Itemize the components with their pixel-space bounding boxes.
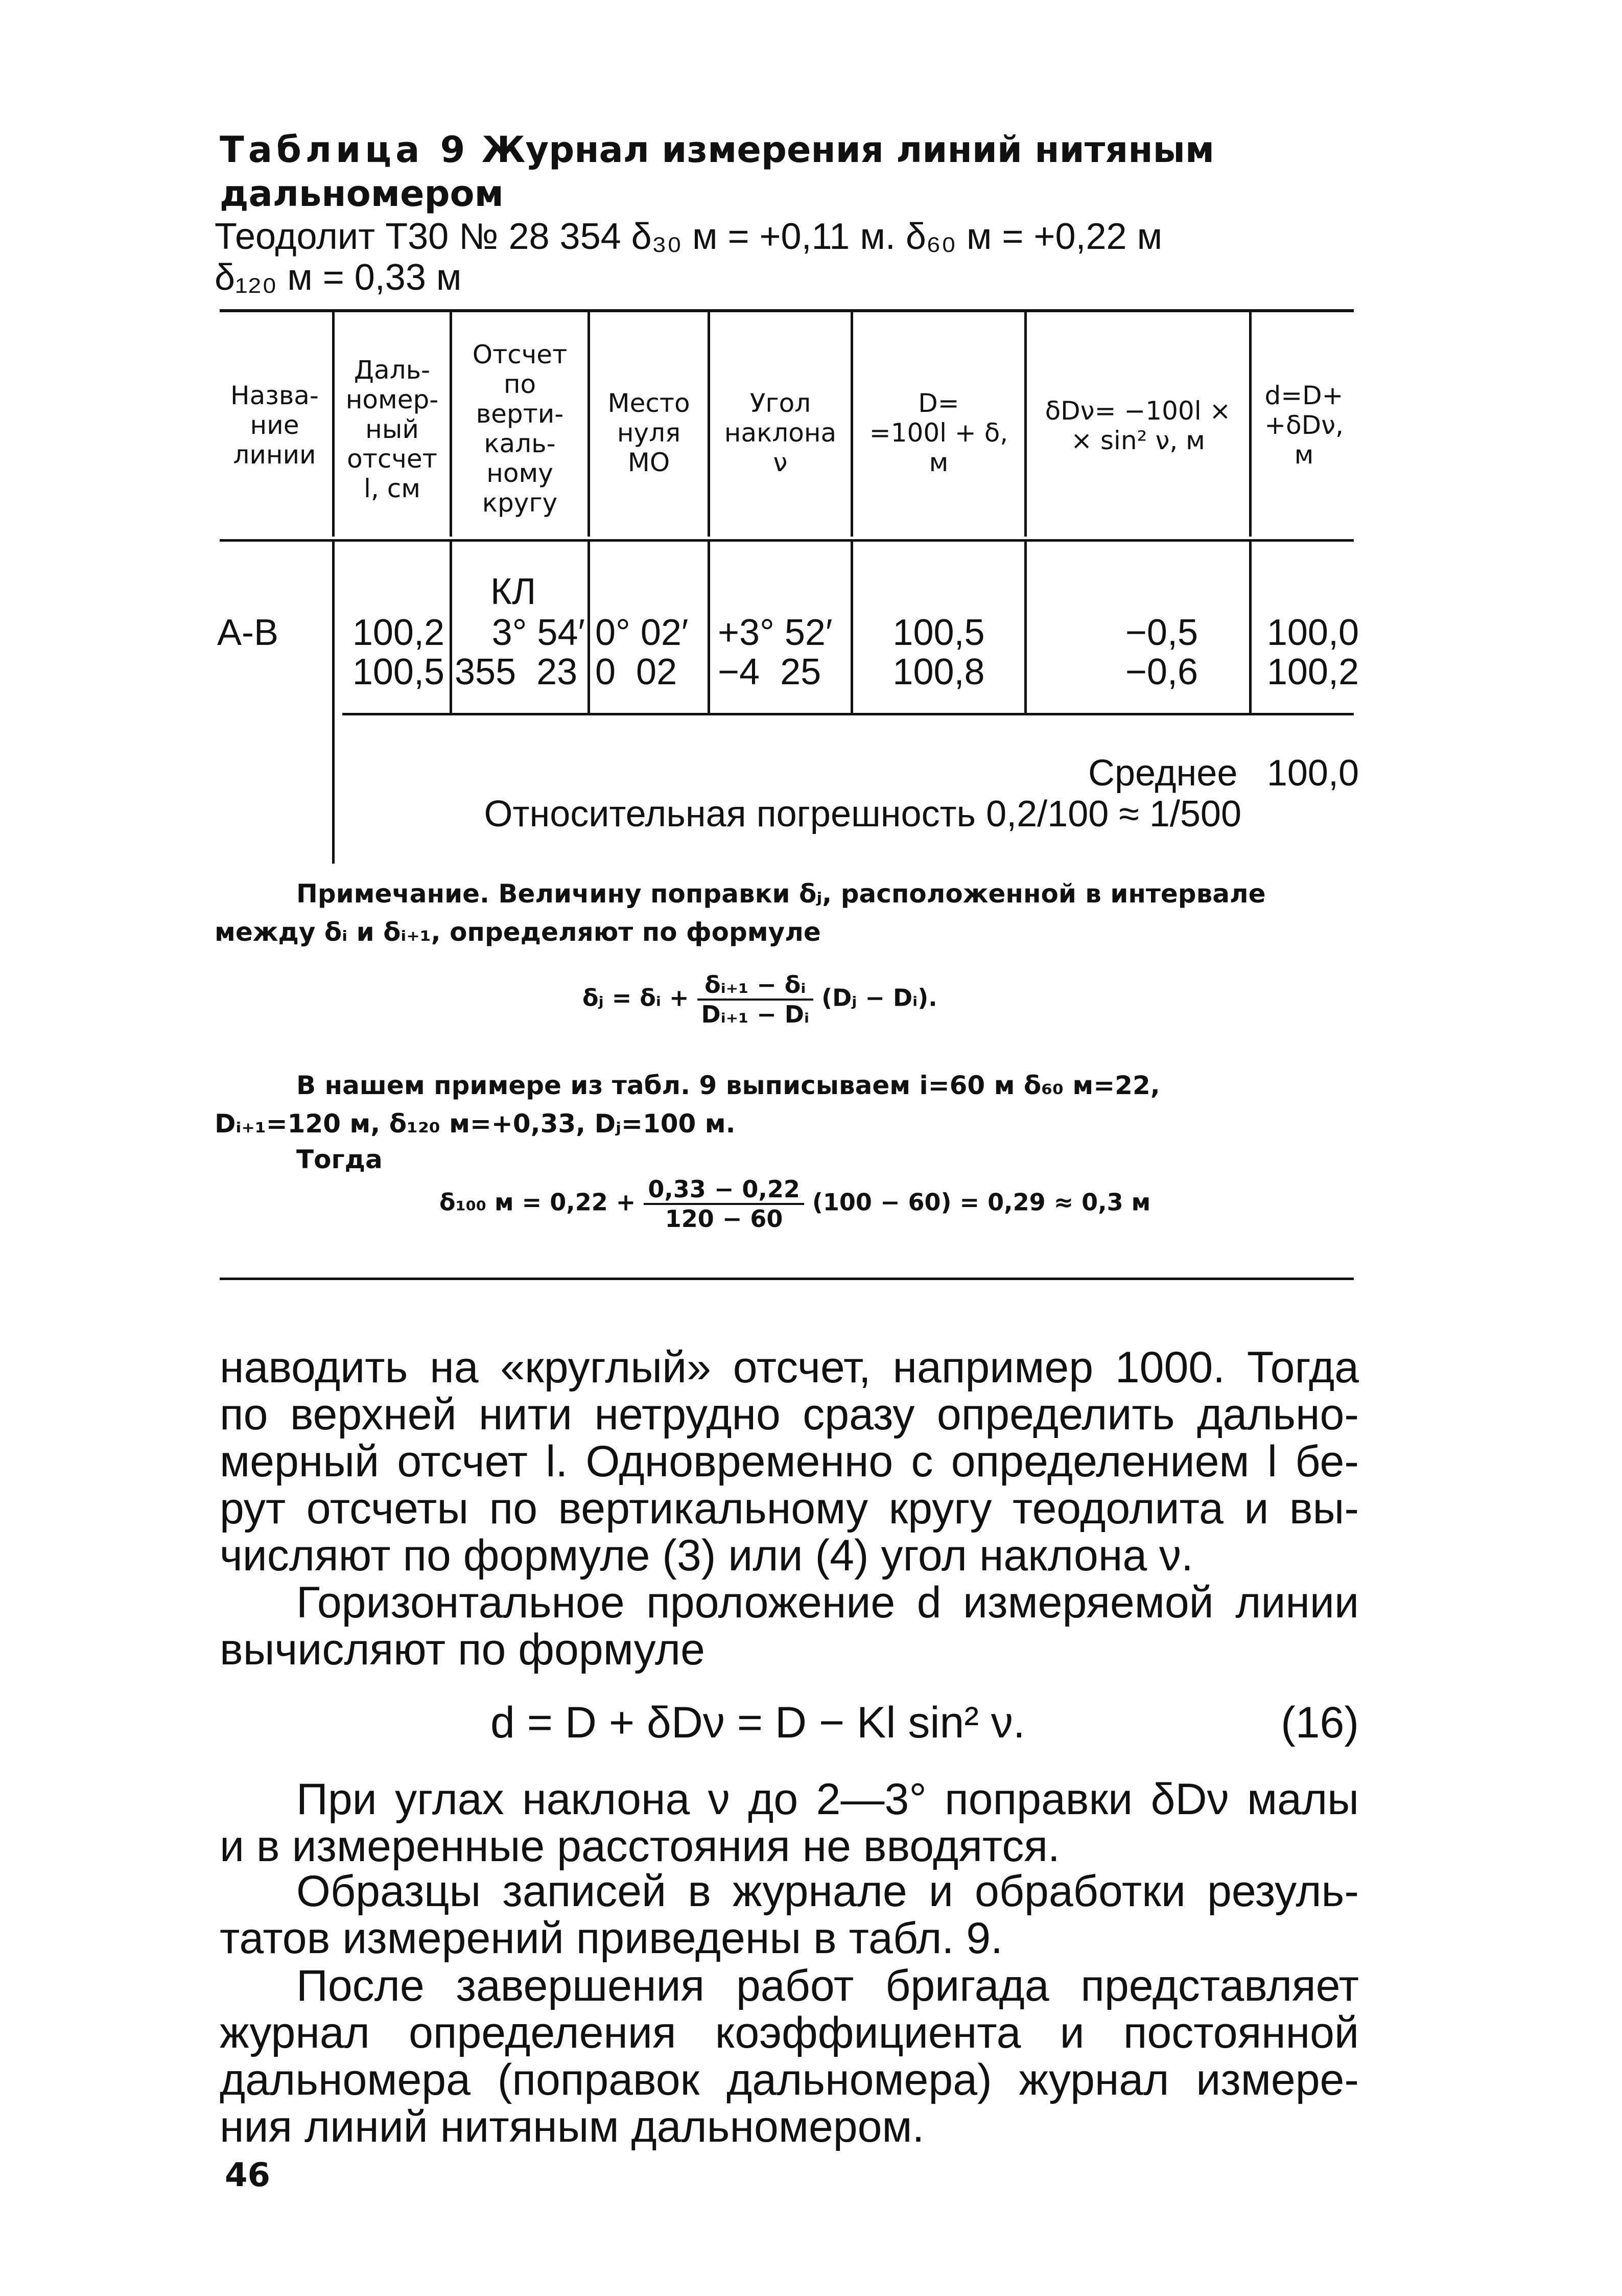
p5-line: журнал определения коэффициента и постоянной [220, 2008, 1359, 2057]
paragraph-4 [220, 1868, 1359, 1962]
p1-line: наводить на «круглый» отсчет, например 1000. Тогда [220, 1343, 1359, 1392]
formula2-numerator: 0,33 − 0,22 [644, 1175, 804, 1205]
caption-title-line2: дальномером [220, 173, 504, 215]
row1-reading: 100,2 [352, 612, 444, 653]
page-number: 46 [225, 2156, 271, 2194]
note-line-2: между δᵢ и δᵢ₊₁, определяют по формуле [215, 917, 821, 947]
col-divider [450, 542, 452, 713]
p1-line: числяют по формуле (3) или (4) угол наклона ν. [220, 1531, 1193, 1580]
instrument-line-1: Теодолит Т30 № 28 354 δ₃₀ м = +0,11 м. δ₆₀ м = +0,22 м [215, 216, 1163, 257]
p4-line: Образцы записей в журнале и обработки резуль- [296, 1867, 1359, 1916]
note-line-1: Примечание. Величину поправки δⱼ, расположенной в интервале [296, 879, 1266, 909]
formula1-left: δⱼ = δᵢ + [582, 984, 689, 1012]
row2-mo: 0 02 [595, 652, 677, 692]
header-horizontal-d: d=D+ +δDν, м [1264, 381, 1344, 470]
p3-line: При углах наклона ν до 2—3° поправки δDν малы [296, 1775, 1359, 1824]
formula1-numerator: δᵢ₊₁ − δᵢ [697, 971, 814, 1001]
p5-line: После завершения работ бригада представляет [296, 1961, 1359, 2010]
equation-number: (16) [1281, 1698, 1359, 1747]
caption-label: Таблица 9 [220, 129, 469, 171]
formula2-fraction [644, 1175, 804, 1233]
p4-line: татов измерений приведены в табл. 9. [220, 1914, 1003, 1963]
circle-label: КЛ [490, 571, 536, 612]
paragraph-2 [220, 1579, 1359, 1673]
header-line-name: Назва- ние линии [230, 381, 319, 470]
table-header-rule [220, 539, 1354, 542]
formula2-left: δ₁₀₀ м = 0,22 + [439, 1188, 636, 1216]
relative-error: Относительная погрешность 0,2/100 ≈ 1/500 [484, 794, 1241, 834]
p1-line: рут отсчеты по вертикальному кругу теодолита и вы- [220, 1484, 1359, 1533]
p5-line: дальномера (поправок дальномера) журнал измере- [220, 2055, 1359, 2104]
col-divider [332, 542, 335, 864]
formula1-fraction [697, 971, 814, 1028]
row2-reading: 100,5 [352, 652, 444, 692]
p2-line: вычисляют по формуле [220, 1625, 705, 1674]
p1-line: мерный отсчет l. Одновременно с определением l бе- [220, 1437, 1359, 1486]
formula2-right: (100 − 60) = 0,29 ≈ 0,3 м [812, 1188, 1151, 1216]
paragraph-3 [220, 1776, 1359, 1870]
formula2-denominator: 120 − 60 [665, 1205, 783, 1233]
p2-line: Горизонтальное проложение d измеряемой линии [296, 1578, 1359, 1627]
p3-line: и в измеренные расстояния не вводятся. [220, 1822, 1060, 1871]
row1-d: 100,0 [1266, 612, 1359, 653]
row2-d: 100,2 [1266, 652, 1359, 692]
line-name: A-B [217, 612, 279, 653]
row2-D: 100,8 [892, 652, 985, 692]
row1-correction: −0,5 [1125, 612, 1198, 653]
header-zero-place: Место нуля МО [607, 388, 690, 477]
row1-D: 100,5 [892, 612, 985, 653]
caption-title: Журнал измерения линий нитяным [481, 129, 1215, 171]
mean-value: 100,0 [1266, 753, 1359, 794]
header-distance-D: D= =100l + δ, м [869, 388, 1008, 477]
row2-correction: −0,6 [1125, 652, 1198, 692]
paragraph-1 [220, 1344, 1359, 1579]
row1-mo: 0° 02′ [595, 612, 689, 653]
p1-line: по верхней нити нетрудно сразу определить дально- [220, 1390, 1359, 1439]
equation-16: d = D + δDν = D − Kl sin² ν. [490, 1698, 1025, 1747]
row2-vertical: 355 23 [455, 652, 578, 692]
header-vertical-circle: Отсчет по верти- каль- ному кругу [472, 340, 568, 518]
example-line-2: Dᵢ₊₁=120 м, δ₁₂₀ м=+0,33, Dⱼ=100 м. [215, 1109, 736, 1139]
row1-angle: +3° 52′ [718, 612, 833, 653]
instrument-line-2: δ₁₂₀ м = 0,33 м [215, 257, 462, 298]
paragraph-5 [220, 1962, 1359, 2150]
header-rangefinder-reading: Даль- номер- ный отсчет l, см [345, 355, 439, 503]
table-caption [220, 128, 1395, 172]
header-correction: δDν= −100l × × sin² ν, м [1045, 396, 1231, 455]
formula1-denominator: Dᵢ₊₁ − Dᵢ [701, 1001, 810, 1028]
col-divider [708, 542, 710, 713]
p5-line: ния линий нитяным дальномером. [220, 2102, 925, 2151]
formula-interpolation [582, 971, 937, 1028]
section-end-rule [220, 1278, 1354, 1280]
header-slope-angle: Угол наклона ν [724, 388, 837, 477]
row1-vertical: 3° 54′ [491, 612, 585, 653]
formula-example [439, 1175, 1150, 1233]
row2-angle: −4 25 [718, 652, 821, 692]
example-line-1: В нашем примере из табл. 9 выписываем i=60 м δ₆₀ м=22, [296, 1071, 1160, 1100]
table-body-rule [342, 713, 1354, 715]
mean-label: Среднее [1088, 753, 1238, 794]
then-label: Тогда [296, 1145, 383, 1174]
table-top-rule [220, 309, 1354, 312]
col-divider [587, 542, 590, 713]
formula1-right: (Dⱼ − Dᵢ). [821, 984, 937, 1012]
